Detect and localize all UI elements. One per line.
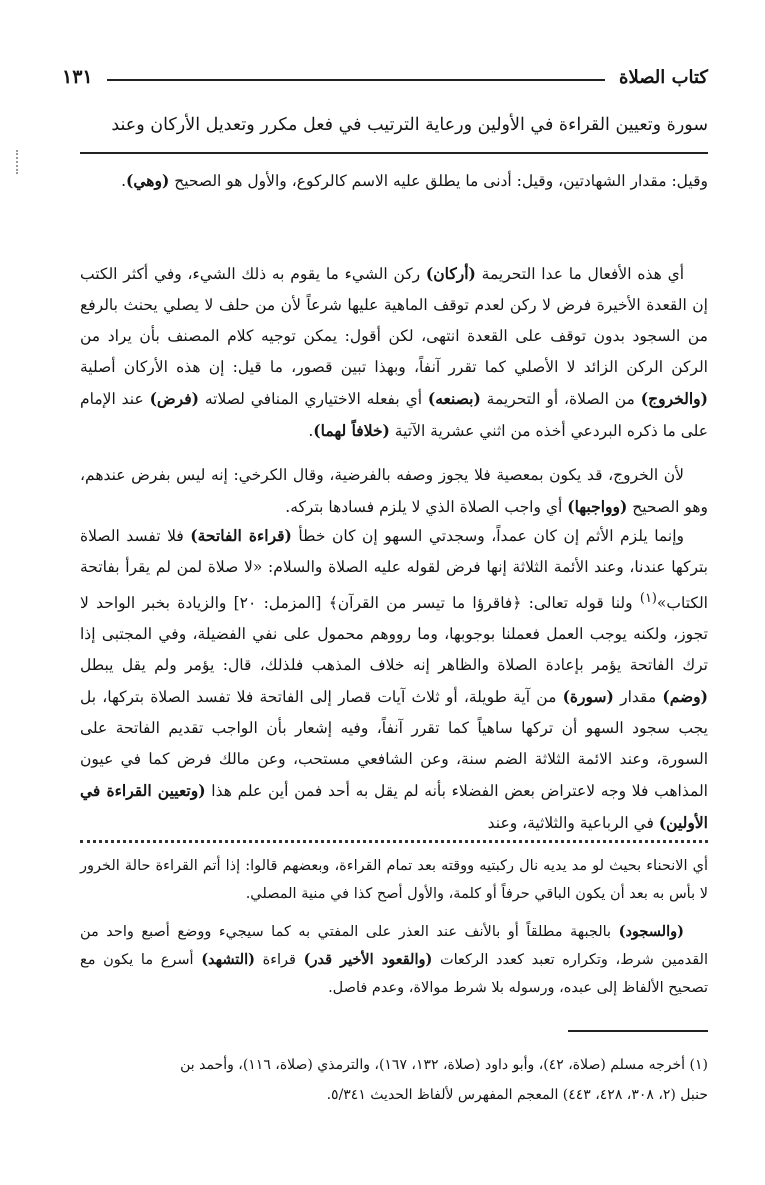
text: عند الإمام على ما ذكره البردعي أخذه من اثني عشرية الآتية — [80, 390, 708, 440]
margin-marks — [16, 150, 24, 174]
text: قراءة — [254, 952, 304, 968]
text: لأن الخروج، قد يكون بمعصية فلا يجوز وصفه بالفرضية، وقال الكرخي: إنه ليس بفرض عندهم، وهو الصحيح — [80, 466, 708, 516]
text: أي بفعله الاختياري المنافي لصلاته — [198, 390, 428, 408]
text: أي واجب الصلاة الذي لا يلزم فسادها بتركه. — [285, 498, 568, 516]
page-number: ١٣١ — [62, 66, 93, 88]
text: . — [308, 422, 314, 440]
header-rule — [107, 79, 605, 81]
commentary-paragraph-1 — [80, 165, 708, 197]
text: في الرباعية والثلاثية، وعند — [487, 814, 659, 833]
matn-separator — [80, 152, 708, 154]
text: فلا تفسد الصلاة بتركها عندنا، وعند الأئمة الثلاثة إنها فرض لقوله عليه الصلاة والسلام: «لا صلاة لمن لم يقرأ بفاتحة الكتاب» — [80, 527, 708, 613]
bold-term: (أركان) — [425, 264, 476, 283]
footnote-rule — [568, 1030, 708, 1032]
bold-term: (قراءة الفاتحة) — [190, 526, 292, 545]
bold-term: (وهي) — [126, 171, 170, 190]
text: مقدار — [613, 688, 663, 707]
text: بالجبهة مطلقاً أو بالأنف عند العذر على المفتي به كما سيجيء ووضع أصبع واحد من القدمين شرط، وتكراره تعبد كعدد الركعات — [80, 924, 708, 968]
bold-term: (والسجود) — [618, 923, 684, 940]
bold-term: (بصنعه) — [427, 389, 481, 408]
bold-term: (وضم) — [662, 687, 708, 707]
footnote-1 — [80, 1050, 708, 1110]
running-header — [62, 62, 708, 92]
footnote-line-2: حنبل (٢، ٣٠٨، ٤٢٨، ٤٤٣) المعجم المفهرس لألفاظ الحديث ٥/٣٤١. — [326, 1087, 708, 1103]
text: من الصلاة، أو التحريمة — [480, 390, 641, 408]
bold-term: (خلافاً لهما) — [313, 421, 390, 440]
bold-term: (التشهد) — [201, 951, 255, 968]
note-paragraph-1 — [80, 852, 708, 908]
bold-term: (والقعود الأخير قدر) — [303, 951, 433, 968]
text: أي هذه الأفعال ما عدا التحريمة — [475, 265, 685, 283]
bold-term: (سورة) — [562, 687, 614, 707]
text: . — [121, 172, 127, 190]
dotted-separator — [80, 840, 708, 843]
bold-term: (وتعيين القراءة في الأولين) — [80, 781, 708, 833]
bold-term: (فرض) — [149, 389, 199, 408]
book-title: كتاب الصلاة — [619, 66, 708, 88]
footnote-marker[interactable]: (١) — [639, 591, 657, 606]
commentary-paragraph-3 — [80, 460, 708, 523]
text: وإنما يلزم الأثم إن كان عمداً، وسجدتي السهو إن كان خطأ — [291, 527, 684, 545]
text: ولنا قوله تعالى: ﴿فاقرؤا ما تيسر من القرآن﴾ [المزمل: ٢٠] والزيادة بخبر الواحد لا تجوز، ولكنه يوجب العمل فعملنا بوجوبها، وما رووهم محمول على نفي الفضيلة، وفي المجتبى إذا ترك الفاتحة يؤمر بإعادة الصلاة والظاهر إنه خلاف المذهب فلذلك، قال: يؤمر ولم يقل يبطل — [80, 594, 708, 675]
bold-term: (والخروج) — [640, 389, 708, 408]
text: أسرع ما يكون مع تصحيح الألفاظ إلى عبده، ورسوله بلا شرط موالاة، وعدم فاصل. — [80, 952, 708, 996]
matn-line: سورة وتعيين القراءة في الأولين ورعاية الترتيب في فعل مكرر وتعديل الأركان وعند — [111, 115, 708, 135]
commentary-paragraph-2 — [80, 258, 708, 447]
commentary-paragraph-4 — [80, 520, 708, 839]
footnote-line-1: (١) أخرجه مسلم (صلاة، ٤٢)، وأبو داود (صلاة، ١٣٢، ١٦٧)، والترمذي (صلاة، ١١٦)، وأحمد بن — [180, 1057, 708, 1073]
text: وقيل: مقدار الشهادتين، وقيل: أدنى ما يطلق عليه الاسم كالركوع، والأول هو الصحيح — [169, 172, 708, 190]
note-paragraph-2 — [80, 918, 708, 1002]
text: من آية طويلة، أو ثلاث آيات قصار إلى الفاتحة فلا تفسد الصلاة بتركها، بل يجب سجود السهو أن تركها ساهياً كما تقرر آنفاً، وفيه إشعار بأن الواجب تقديم الفاتحة على السورة، وعند الائمة الثلاثة الضم سنة، وعن الشافعي مستحب، وعن مالك فرض كما في عيون المذاهب فلا وجه لاعتراض بعض الفضلاء بأنه لم يقل به أحد فمن أين علم هذا — [80, 688, 708, 801]
bold-term: (وواجبها) — [567, 497, 628, 516]
text: أي الانحناء بحيث لو مد يديه نال ركبتيه ووقته بعد تمام القراءة، وبعضهم قالوا: إذا أتم القراءة حالة الخرور لا بأس به بعد أن يكون الباقي حرفاً أو كلمة، والأول أصح كذا في منية المصلي. — [80, 858, 708, 902]
text: ركن الشيء ما يقوم به ذلك الشيء، وفي أكثر الكتب إن القعدة الأخيرة فرض لا ركن لعدم توقف الماهية عليها شرعاً لأن من حلف لا يصلي يحنث بالرفع من السجود بدون توقف على القعدة انتهى، لكن أقول: يمكن توجيه كلام المصنف بأن يراد من الركن الركن الزائد لا الأصلي كما تقرر آنفاً، وبهذا تبين قصور، ما قيل: إن هذه الأركان أصلية — [80, 265, 708, 376]
